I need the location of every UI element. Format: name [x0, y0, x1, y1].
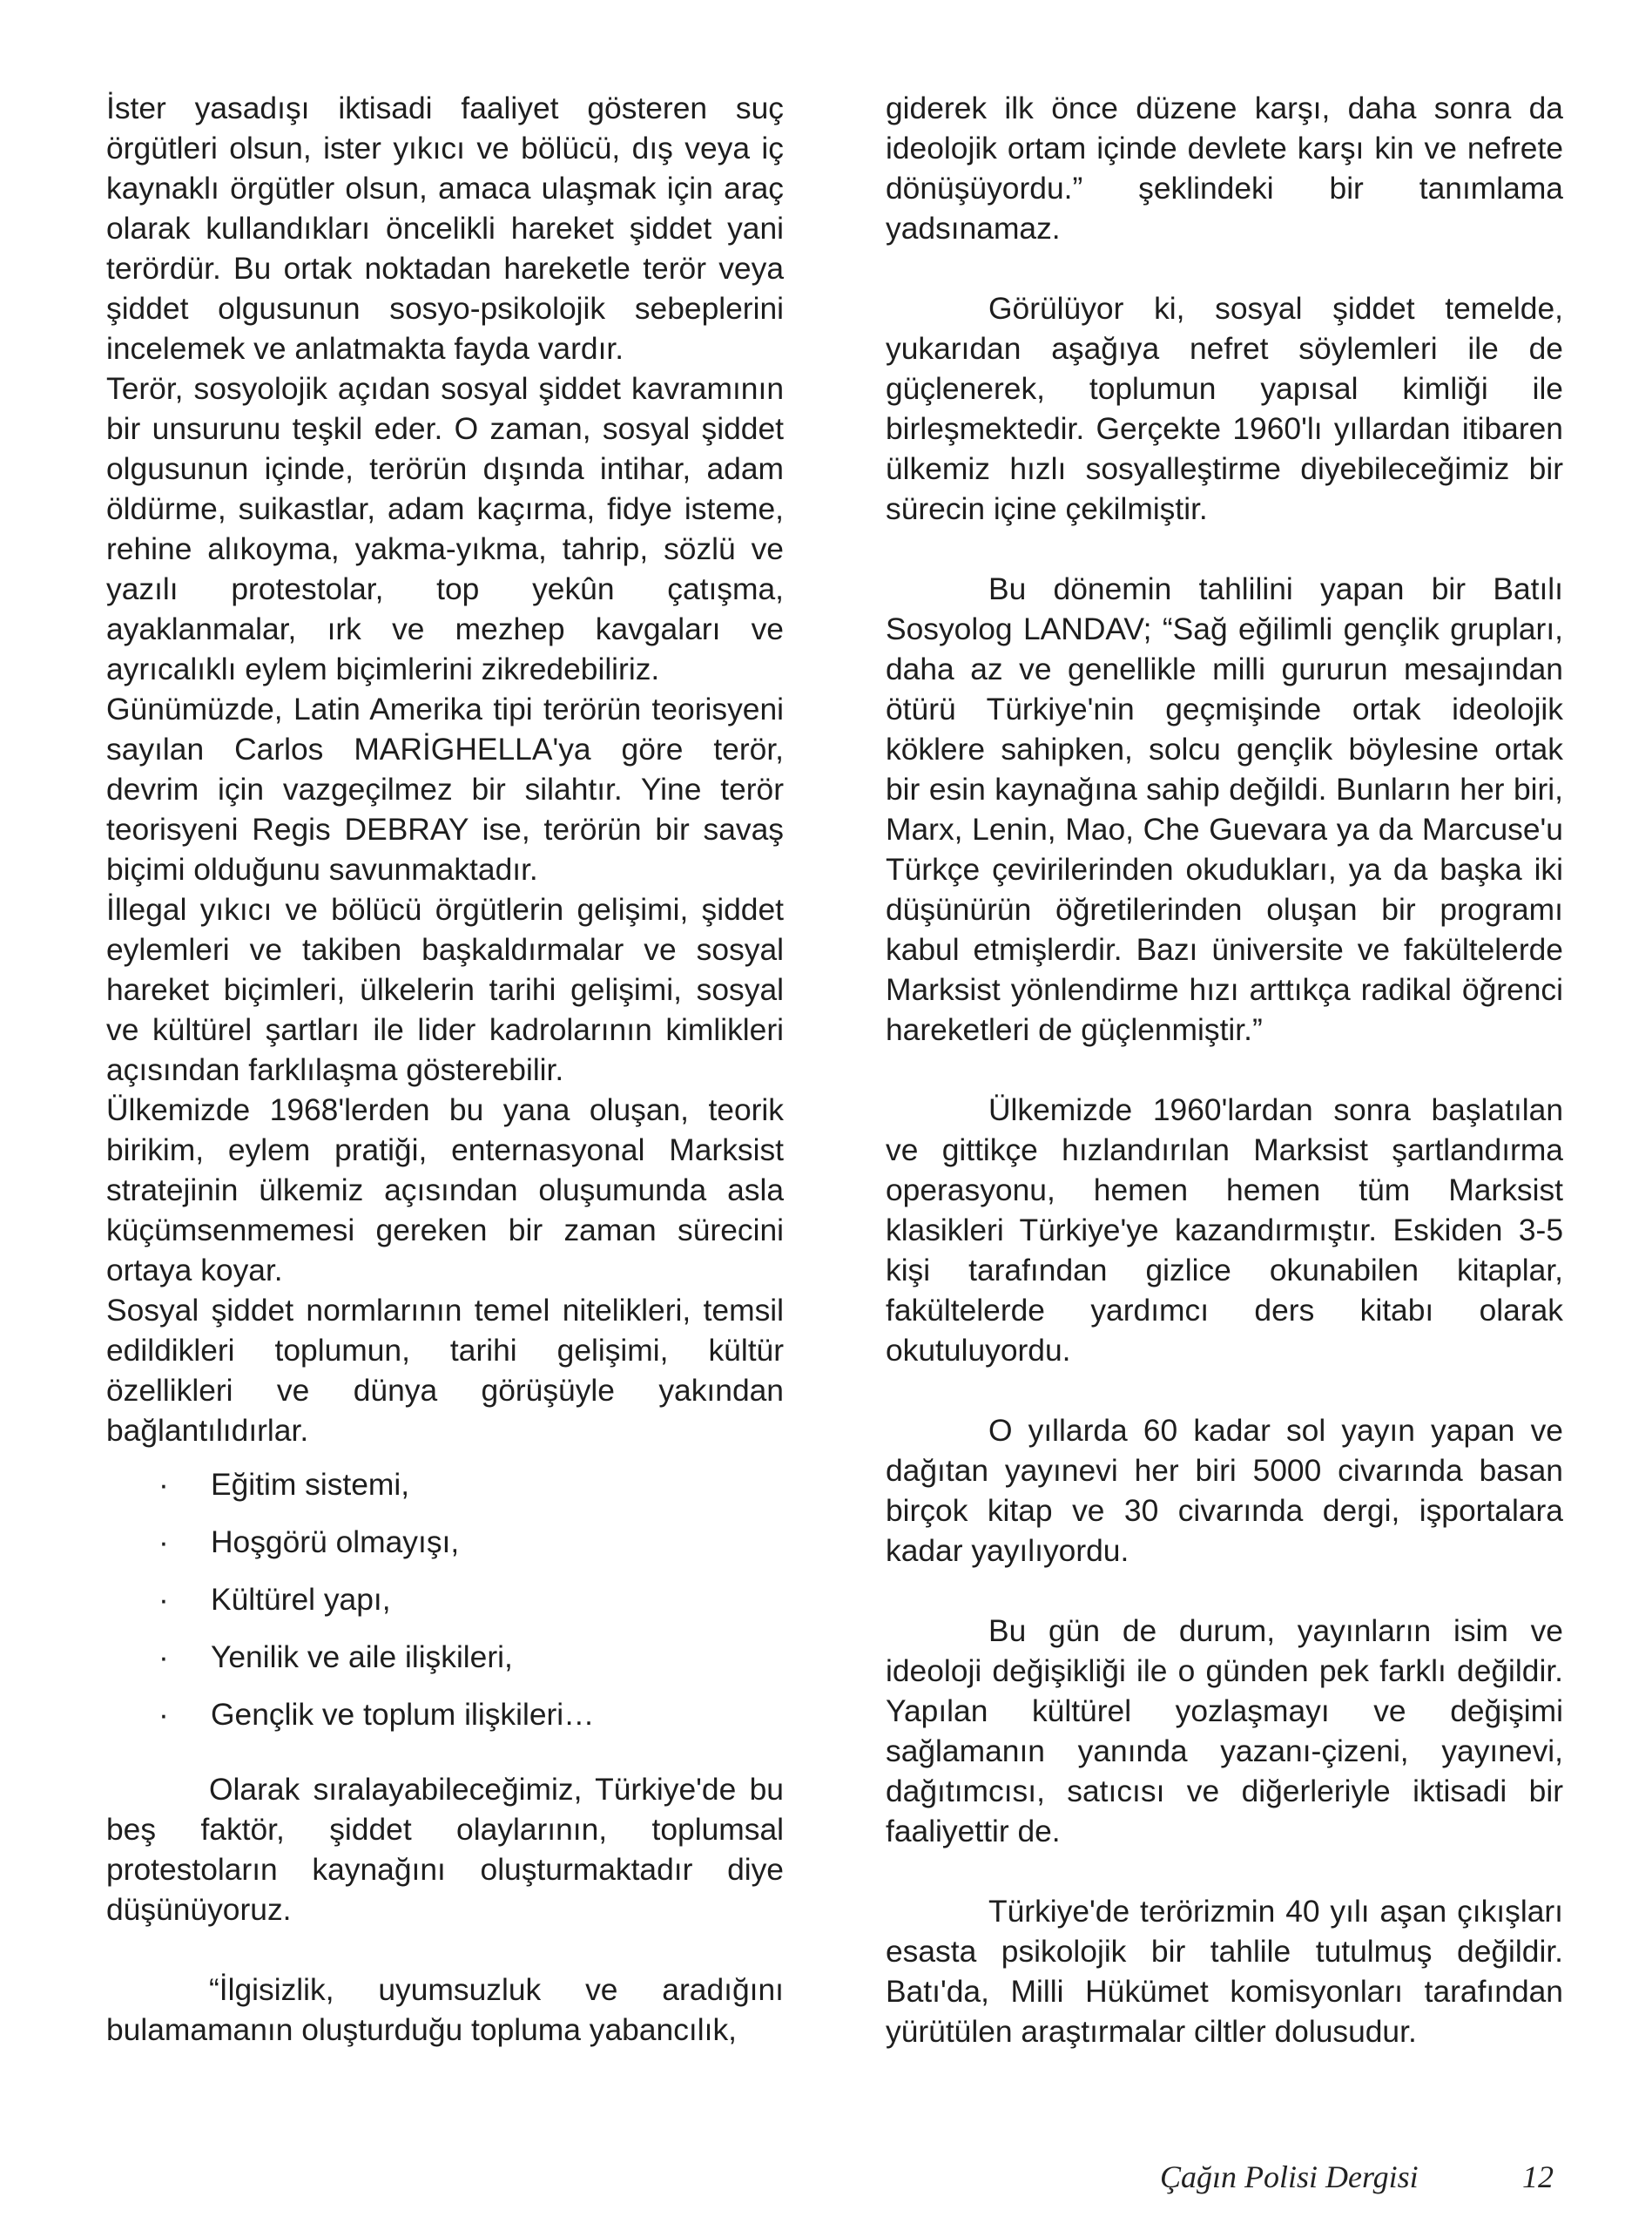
paragraph: Ülkemizde 1960'lardan sonra başlatılan ve gittikçe hızlandırılan Marksist şartlandırma operasyonu, hemen hemen tüm Marksist klasikleri Türkiye'ye kazandırmıştır. Eskiden 3-5 kişi tarafından gizlice okunabilen kitaplar, fakültelerde yardımcı ders kitabı olarak okutuluyordu. [886, 1092, 1563, 1368]
list-item-text: Hoşgörü olmayışı, [211, 1524, 460, 1559]
paragraph: Bu dönemin tahlilini yapan bir Batılı Sosyolog LANDAV; “Sağ eğilimli gençlik grupları, daha az ve genellikle milli gururun mesajından ötürü Türkiye'nin geçmişinde ortak ideolojik köklere sahipken, solcu gençlik böylesine ortak bir esin kaynağına sahip değildi. Bunların her biri, Marx, Lenin, Mao, Che Guevara ya da Marcuse'u Türkçe çevirilerinden okudukları, ya da başka iki düşünürün öğretilerinden oluşan bir programı kabul etmişlerdir. Bazı üniversite ve fakültelerde Marksist yönlendirme hızı arttıkça radikal öğrenci hareketleri de güçlenmiştir.” [886, 571, 1563, 1047]
factor-list [106, 1464, 784, 1752]
paragraph: Terör, sosyolojik açıdan sosyal şiddet kavramının bir unsurunu teşkil eder. O zaman, sosyal şiddet olgusunun içinde, terörün dışında intihar, adam öldürme, suikastlar, adam kaçırma, fidye isteme, rehine alıkoyma, yakma-yıkma, tahrip, sözlü ve yazılı protestolar, top yekûn çatışma, ayaklanmalar, ırk ve mezhep kavgaları ve ayrıcalıklı eylem biçimlerini zikredebiliriz. [106, 371, 784, 686]
bullet-icon: · [158, 1639, 169, 1674]
paragraph: Görülüyor ki, sosyal şiddet temelde, yukarıdan aşağıya nefret söylemleri ile de güçlenerek, toplumun yapısal kimliği ile birleşmektedir. Gerçekte 1960'lı yıllardan itibaren ülkemiz hızlı sosyalleştirme diyebileceğimiz bir sürecin içine çekilmiştir. [886, 291, 1563, 526]
paragraph: Olarak sıralayabileceğimiz, Türkiye'de bu beş faktör, şiddet olaylarının, toplumsal protestoların kaynağını oluşturmaktadır diye düşünüyoruz. [106, 1772, 784, 1927]
list-item [106, 1579, 784, 1637]
quote-paragraph: “İlgisizlik, uyumsuzluk ve aradığını bulamamanın oluşturduğu topluma yabancılık, [106, 1972, 784, 2047]
list-item-text: Yenilik ve aile ilişkileri, [211, 1639, 513, 1674]
paragraph: Bu gün de durum, yayınların isim ve ideoloji değişikliği ile o günden pek farklı değildir. Yapılan kültürel yozlaşmayı ve değişimi sağlamanın yanında yazanı-çizeni, yayınevi, dağıtımcısı, satıcısı ve diğerleriyle iktisadi bir faaliyettir de. [886, 1613, 1563, 1848]
paragraph: O yıllarda 60 kadar sol yayın yapan ve dağıtan yayınevi her biri 5000 civarında basan birçok kitap ve 30 civarında dergi, işportalara kadar yayılıyordu. [886, 1413, 1563, 1568]
paragraph: giderek ilk önce düzene karşı, daha sonra da ideolojik ortam içinde devlete karşı kin ve nefrete dönüşüyordu.” şeklindeki bir tanımlama yadsınamaz. [886, 91, 1563, 246]
page-footer [0, 2159, 1652, 2202]
left-column [106, 88, 784, 2050]
list-item [106, 1694, 784, 1752]
list-item [106, 1464, 784, 1522]
list-item-text: Kültürel yapı, [211, 1582, 391, 1617]
paragraph: Sosyal şiddet normlarının temel nitelikleri, temsil edildikleri toplumun, tarihi gelişimi, kültür özellikleri ve dünya görüşüyle yakından bağlantılıdırlar. [106, 1293, 784, 1448]
right-column [886, 88, 1563, 2051]
bullet-icon: · [158, 1467, 169, 1502]
list-item [106, 1522, 784, 1579]
journal-title: Çağın Polisi Dergisi [1160, 2159, 1419, 2194]
page-number: 12 [1522, 2159, 1554, 2194]
bullet-icon: · [158, 1697, 169, 1732]
paragraph: İster yasadışı iktisadi faaliyet gösteren suç örgütleri olsun, ister yıkıcı ve bölücü, dış veya iç kaynaklı örgütler olsun, amaca ulaşmak için araç olarak kullandıkları öncelikli hareket şiddet yani terördür. Bu ortak noktadan hareketle terör veya şiddet olgusunun sosyo-psikolojik sebeplerini incelemek ve anlatmakta fayda vardır. [106, 91, 784, 366]
paragraph: Ülkemizde 1968'lerden bu yana oluşan, teorik birikim, eylem pratiği, enternasyonal Marksist stratejinin ülkemiz açısından oluşumunda asla küçümsenmemesi gereken bir zaman sürecini ortaya koyar. [106, 1092, 784, 1287]
bullet-icon: · [158, 1524, 169, 1559]
list-item-text: Eğitim sistemi, [211, 1467, 410, 1502]
list-item [106, 1637, 784, 1694]
bullet-icon: · [158, 1582, 169, 1617]
paragraph: İllegal yıkıcı ve bölücü örgütlerin gelişimi, şiddet eylemleri ve takiben başkaldırmalar ve sosyal hareket biçimleri, ülkelerin tarihi gelişimi, sosyal ve kültürel şartları ile lider kadrolarının kimlikleri açısından farklılaşma gösterebilir. [106, 892, 784, 1087]
list-item-text: Gençlik ve toplum ilişkileri… [211, 1697, 595, 1732]
paragraph: Günümüzde, Latin Amerika tipi terörün teorisyeni sayılan Carlos MARİGHELLA'ya göre terör, devrim için vazgeçilmez bir silahtır. Yine terör teorisyeni Regis DEBRAY ise, terörün bir savaş biçimi olduğunu savunmaktadır. [106, 692, 784, 887]
paragraph: Türkiye'de terörizmin 40 yılı aşan çıkışları esasta psikolojik bir tahlile tutulmuş değildir. Batı'da, Milli Hükümet komisyonları tarafından yürütülen araştırmalar ciltler dolusudur. [886, 1894, 1563, 2049]
